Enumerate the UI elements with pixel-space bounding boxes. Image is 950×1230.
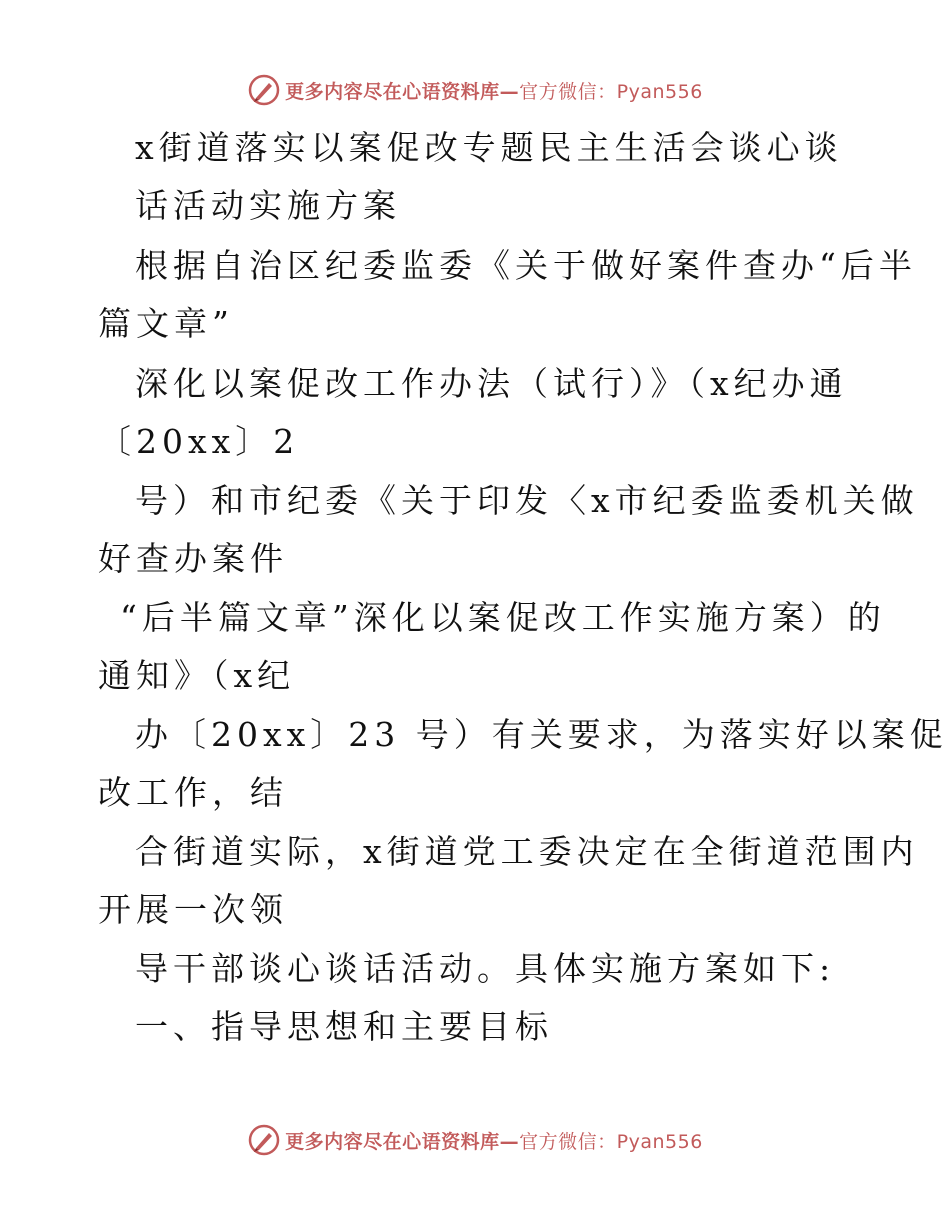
section-heading: 一、指导思想和主要目标 bbox=[135, 1007, 553, 1046]
watermark-text bbox=[285, 77, 703, 104]
document-title-line-1: x街道落实以案促改专题民主生活会谈心谈 bbox=[135, 128, 843, 167]
watermark-text-right: 官方微信：Pyan556 bbox=[519, 80, 703, 103]
pen-logo-icon bbox=[247, 73, 281, 107]
paragraph-line: 导干部谈心谈话活动。具体实施方案如下: bbox=[135, 949, 836, 988]
paragraph-line: 合街道实际，x街道党工委决定在全街道范围内 bbox=[135, 832, 919, 871]
paragraph-line: 开展一次领 bbox=[98, 890, 288, 929]
watermark-text-left: 更多内容尽在心语资料库— bbox=[285, 1130, 520, 1153]
pen-logo-icon bbox=[247, 1123, 281, 1157]
paragraph-line: 篇文章” bbox=[98, 304, 234, 343]
watermark-text bbox=[285, 1127, 703, 1154]
watermark-footer bbox=[0, 1120, 950, 1160]
paragraph-line: 根据自治区纪委监委《关于做好案件查办“后半 bbox=[135, 246, 917, 285]
paragraph-line: 办〔20xx〕23 号）有关要求，为落实好以案促 bbox=[135, 715, 948, 754]
watermark-header bbox=[0, 70, 950, 110]
paragraph-line: 好查办案件 bbox=[98, 539, 288, 578]
document-title-line-2: 话活动实施方案 bbox=[135, 186, 401, 225]
paragraph-line: 改工作，结 bbox=[98, 773, 288, 812]
watermark-text-right: 官方微信：Pyan556 bbox=[519, 1130, 703, 1153]
paragraph-line: 〔20xx〕2 bbox=[98, 422, 300, 461]
paragraph-line: 号）和市纪委《关于印发〈x市纪委监委机关做 bbox=[135, 481, 919, 520]
watermark-text-left: 更多内容尽在心语资料库— bbox=[285, 80, 520, 103]
paragraph-line: 深化以案促改工作办法（试行）》（x纪办通 bbox=[135, 364, 848, 403]
paragraph-line: “后半篇文章”深化以案促改工作实施方案）的 bbox=[120, 598, 886, 637]
paragraph-line: 通知》（x纪 bbox=[98, 656, 296, 695]
